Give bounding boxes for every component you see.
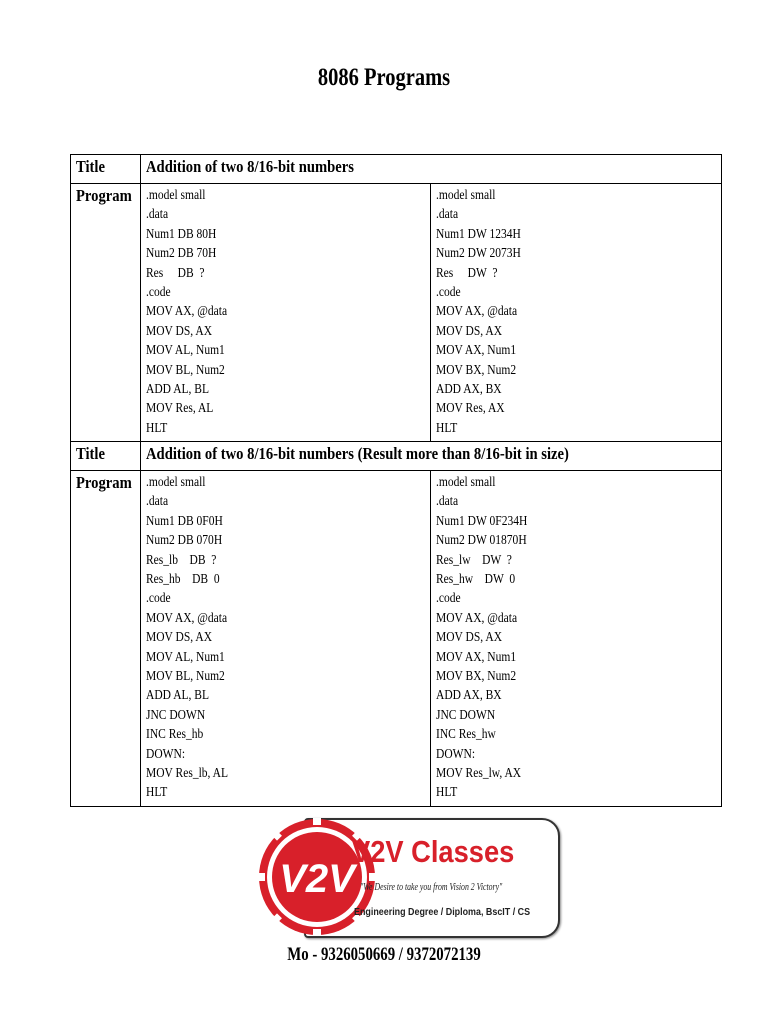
section-2-program-row <box>71 471 722 807</box>
code-8bit <box>141 184 431 442</box>
code-line: .code <box>436 590 461 606</box>
code-line: MOV AX, @data <box>436 303 518 319</box>
code-line: ADD AX, BX <box>436 687 502 703</box>
code-line: MOV BL, Num2 <box>146 361 225 377</box>
code-line: .model small <box>146 187 206 202</box>
code-line: .model small <box>436 187 496 202</box>
code-line: Num1 DB 80H <box>146 225 217 241</box>
section-2-title-row <box>71 442 722 471</box>
code-line: HLT <box>146 419 168 435</box>
code-line: HLT <box>436 784 458 800</box>
code-line: HLT <box>146 784 168 800</box>
code-16bit <box>431 471 722 807</box>
code-line: .model small <box>146 474 206 490</box>
code-line: ADD AL, BL <box>146 687 210 703</box>
code-line: .data <box>146 493 169 509</box>
code-line: INC Res_hw <box>436 726 496 742</box>
code-line: MOV DS, AX <box>436 322 503 338</box>
section-1-program-row <box>71 184 722 442</box>
code-line: MOV AX, @data <box>146 609 228 625</box>
program-label: Program <box>76 473 132 493</box>
code-line: MOV BL, Num2 <box>146 667 225 683</box>
code-line: MOV DS, AX <box>436 629 503 645</box>
code-line: Res_lw DW ? <box>436 551 512 567</box>
code-line: MOV Res, AL <box>146 400 214 416</box>
code-line: MOV Res_lw, AX <box>436 764 522 780</box>
code-line: MOV Res, AX <box>436 400 505 416</box>
title-label-cell <box>71 155 141 184</box>
title-label: Title <box>76 157 105 176</box>
code-line: Res DW ? <box>436 264 498 280</box>
code-line: Num2 DB 70H <box>146 245 217 261</box>
code-line: DOWN: <box>146 745 186 761</box>
code-line: MOV AX, @data <box>146 303 228 319</box>
section-title-cell <box>141 442 722 471</box>
logo-brand: V2V Classes <box>352 834 515 869</box>
programs-table <box>70 154 722 807</box>
code-line: INC Res_hb <box>146 726 204 742</box>
logo-tagline: "We Desire to take you from Vision 2 Victory" <box>360 882 503 893</box>
section-1-title-row <box>71 155 722 184</box>
logo-badge-text: V2V <box>279 857 355 901</box>
title-label-cell <box>71 442 141 471</box>
title-label: Title <box>76 444 105 464</box>
code-line: Res_lb DB ? <box>146 551 217 567</box>
code-line: MOV BX, Num2 <box>436 667 517 683</box>
page-title: 8086 Programs <box>317 64 451 91</box>
program-label-cell <box>71 184 141 442</box>
code-line: Num2 DW 2073H <box>436 245 521 261</box>
contact-numbers: Mo - 9326050669 / 9372072139 <box>287 944 481 965</box>
code-16bit <box>431 184 722 442</box>
code-line: .model small <box>436 474 496 490</box>
section-title: Addition of two 8/16-bit numbers <box>146 157 354 176</box>
program-label-cell <box>71 471 141 807</box>
code-8bit <box>141 471 431 807</box>
code-line: MOV AL, Num1 <box>146 342 225 358</box>
code-line: .data <box>436 206 459 222</box>
section-title-cell <box>141 155 722 184</box>
code-line: MOV Res_lb, AL <box>146 764 229 780</box>
code-line: HLT <box>436 419 458 435</box>
code-line: Num1 DB 0F0H <box>146 512 223 528</box>
code-line: MOV DS, AX <box>146 322 213 338</box>
code-line: Res_hw DW 0 <box>436 571 516 587</box>
code-line: DOWN: <box>436 745 476 761</box>
code-line: Num2 DW 01870H <box>436 532 527 548</box>
code-line: MOV AL, Num1 <box>146 648 225 664</box>
code-line: Num2 DB 070H <box>146 532 223 548</box>
logo-courses: Engineering Degree / Diploma, BscIT / CS <box>354 906 531 918</box>
program-label: Program <box>76 186 132 205</box>
code-line: JNC DOWN <box>146 706 206 722</box>
code-line: .data <box>146 206 169 222</box>
code-line: MOV AX, Num1 <box>436 342 517 358</box>
code-line: Res DB ? <box>146 264 205 280</box>
code-line: ADD AX, BX <box>436 380 502 396</box>
code-line: .code <box>146 283 171 299</box>
code-line: MOV DS, AX <box>146 629 213 645</box>
code-line: MOV AX, @data <box>436 609 518 625</box>
code-line: .code <box>146 590 171 606</box>
v2v-logo <box>256 816 558 938</box>
code-line: MOV BX, Num2 <box>436 361 517 377</box>
code-line: JNC DOWN <box>436 706 496 722</box>
code-line: ADD AL, BL <box>146 380 210 396</box>
code-line: Num1 DW 0F234H <box>436 512 528 528</box>
code-line: Num1 DW 1234H <box>436 225 521 241</box>
code-line: .code <box>436 283 461 299</box>
code-line: .data <box>436 493 459 509</box>
code-line: MOV AX, Num1 <box>436 648 517 664</box>
section-title: Addition of two 8/16-bit numbers (Result more than 8/16-bit in size) <box>146 444 569 464</box>
code-line: Res_hb DB 0 <box>146 571 220 587</box>
